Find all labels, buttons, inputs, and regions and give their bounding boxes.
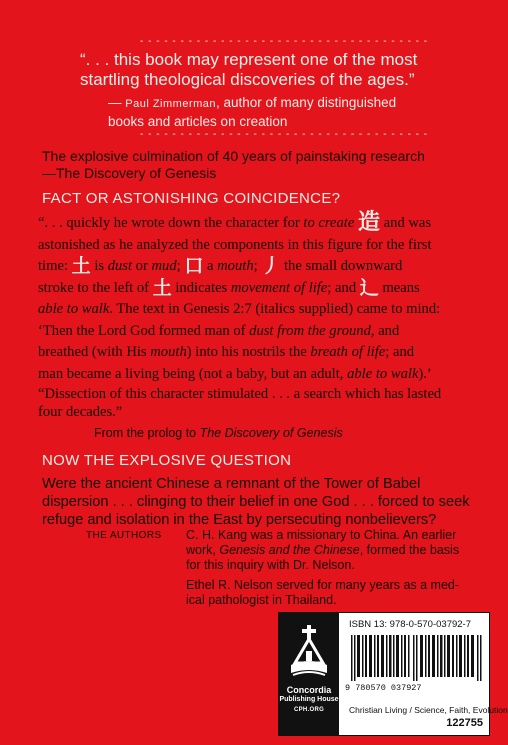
isbn-number: ISBN 13: 978-0-570-03792-7	[349, 619, 471, 630]
question-text	[42, 475, 482, 529]
excerpt-text: is	[90, 258, 108, 274]
excerpt-text: ;	[176, 258, 185, 274]
authors-label: THE AUTHORS	[86, 530, 162, 541]
excerpt-italic: mouth	[150, 344, 187, 360]
question-line-3: refuge and isolation in the East by persecuting nonbelievers?	[42, 512, 437, 528]
attr-name: Paul Zimmerman	[125, 98, 217, 110]
dissection-line-1: “Dissection of this character stimulated . . . a search which has lasted	[38, 386, 442, 402]
publisher-site: CPH.ORG	[293, 707, 325, 713]
culmination-line-1: The explosive culmination of 40 years of painstaking research	[42, 148, 425, 164]
publisher-badge	[279, 613, 339, 735]
excerpt-text: , and	[370, 322, 400, 339]
excerpt-italic: dust	[107, 258, 133, 274]
excerpt-italic: breath of life	[310, 344, 386, 360]
question-line-1: Were the ancient Chinese a remnant of the Tower of Babel	[42, 476, 421, 492]
book-category: Christian Living / Science, Faith, Evolution	[349, 705, 508, 715]
heading-fact: FACT OR ASTONISHING COINCIDENCE?	[42, 190, 341, 207]
prolog-title: The Discovery of Genesis	[199, 426, 343, 440]
attr-dash: —	[108, 95, 126, 110]
excerpt	[38, 210, 488, 385]
publisher-name-line-2: Publishing House	[279, 696, 339, 703]
prolog-prefix: From the prolog to	[94, 426, 200, 440]
attr-line-2: books and articles on creation	[108, 114, 288, 129]
char-dust-icon: 土	[71, 255, 91, 277]
church-logo-icon	[287, 623, 331, 683]
prolog-source	[94, 426, 343, 440]
review-quote-line-1: “. . . this book may represent one of the most	[80, 50, 418, 69]
excerpt-text: ) into his nostrils the	[186, 344, 311, 360]
excerpt-italic: dust from the ground	[249, 322, 371, 339]
excerpt-text: “. . . quickly he wrote down the character for	[38, 215, 304, 231]
review-quote	[80, 50, 460, 90]
excerpt-text: time:	[38, 258, 72, 274]
kang-text: , formed the basis	[359, 543, 460, 557]
kang-line-3: for this inquiry with Dr. Nelson.	[186, 558, 355, 572]
excerpt-text: breathed (with His	[38, 344, 151, 360]
excerpt-text: ;	[253, 258, 262, 274]
excerpt-italic: able to walk	[347, 365, 419, 382]
author-kang-bio	[186, 528, 486, 573]
excerpt-text: and was	[380, 215, 432, 231]
excerpt-text: the small downward	[280, 258, 403, 274]
review-quote-line-2: startling theological discoveries of the ages.”	[80, 70, 415, 89]
excerpt-text: ‘Then the Lord God formed man of	[38, 322, 250, 339]
excerpt-italic: movement of life	[230, 279, 328, 296]
excerpt-text: ; and	[327, 279, 360, 296]
excerpt-text: ).’	[418, 365, 432, 382]
excerpt-text: indicates	[171, 279, 231, 296]
nelson-line-2: ical pathologist in Thailand.	[186, 593, 337, 607]
kang-text: work,	[186, 543, 220, 557]
heading-question: NOW THE EXPLOSIVE QUESTION	[42, 452, 292, 469]
excerpt-text: a	[203, 258, 218, 274]
dissection-quote	[38, 385, 488, 421]
barcode-number: 9 780570 037927	[345, 683, 422, 693]
bottom-dashed-rule: - - - - - - - - - - - - - - - - - - - - - - - - - - - - - - - - - - - -	[140, 129, 429, 140]
excerpt-text: man became a living being (not a baby, but an adult,	[38, 365, 348, 382]
excerpt-text: ; and	[385, 344, 415, 360]
attr-line-1: , author of many distinguished	[216, 95, 397, 110]
char-dust-icon: 土	[152, 276, 172, 299]
char-mouth-icon: 口	[184, 255, 204, 277]
kang-book-title: Genesis and the Chinese	[219, 543, 360, 557]
dissection-line-2: four decades.”	[38, 404, 123, 420]
char-stroke-icon: 丿	[261, 255, 281, 277]
kang-line-1: C. H. Kang was a missionary to China. An earlier	[186, 528, 457, 542]
author-nelson-bio	[186, 578, 486, 608]
publisher-name	[279, 685, 339, 705]
nelson-line-1: Ethel R. Nelson served for many years as a med-	[186, 578, 460, 592]
top-dashed-rule: - - - - - - - - - - - - - - - - - - - - - - - - - - - - - - - - - - - -	[140, 36, 429, 47]
excerpt-italic: mud	[151, 258, 177, 274]
excerpt-text: or	[132, 258, 152, 274]
excerpt-italic: able to walk	[38, 301, 110, 317]
excerpt-italic: mouth	[217, 258, 254, 274]
culmination-line-2: —The Discovery of Genesis	[42, 165, 217, 181]
excerpt-text: means	[378, 279, 420, 296]
barcode-bars-icon	[351, 635, 483, 681]
excerpt-text: . The text in Genesis 2:7 (italics supplied) came to mind:	[109, 301, 441, 317]
culmination-text	[42, 148, 472, 182]
excerpt-line-2: astonished as he analyzed the components in this figure for the first	[38, 236, 432, 253]
char-walk-icon: 辶	[359, 276, 379, 299]
publisher-name-line-1: Concordia	[286, 685, 332, 695]
excerpt-italic: to create	[303, 215, 355, 231]
question-line-2: dispersion . . . clinging to their belief in one God . . . forced to seek	[42, 494, 470, 510]
review-attribution	[108, 94, 448, 130]
char-create-icon: 造	[358, 210, 381, 235]
product-code: 122755	[446, 717, 483, 729]
barcode-panel	[278, 612, 508, 736]
excerpt-text: stroke to the left of	[38, 279, 153, 296]
